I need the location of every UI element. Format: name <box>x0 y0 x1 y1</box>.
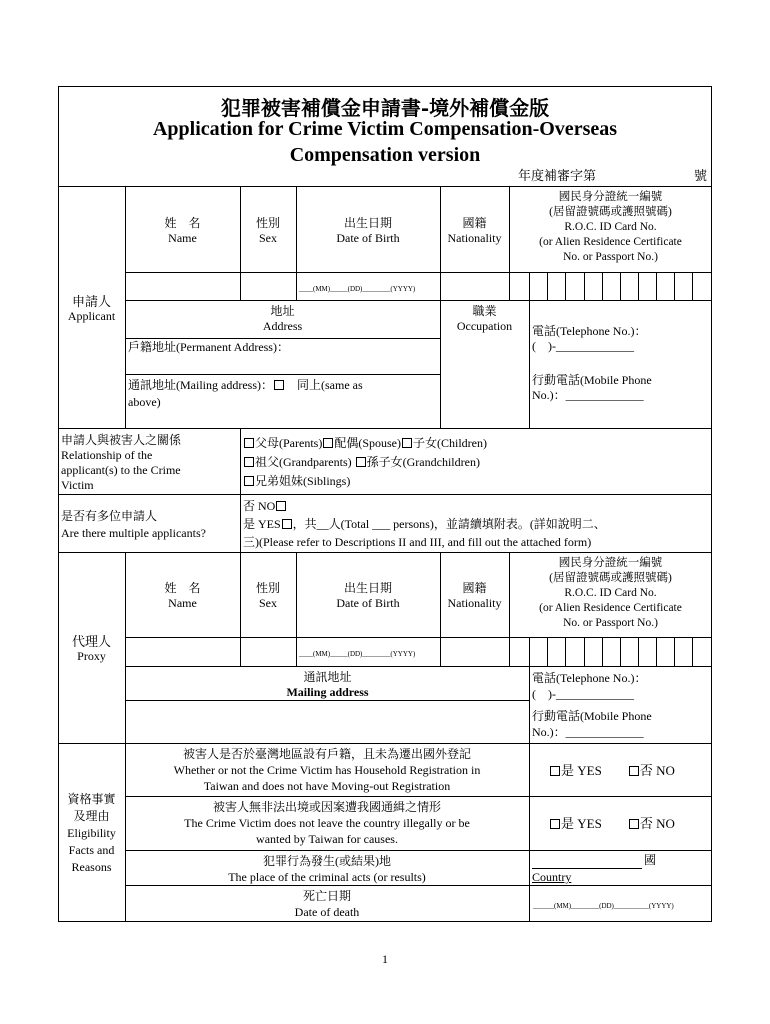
relationship-label <box>61 433 181 493</box>
q2-no-checkbox[interactable] <box>629 819 639 829</box>
form-title-zh: 犯罪被害補償金申請書-境外補償金版 <box>220 96 550 120</box>
mobile-label: 行動電話(Mobile Phone <box>532 373 652 387</box>
applicant-label-zh: 申請人 <box>71 294 111 309</box>
parents-checkbox[interactable] <box>244 438 254 448</box>
proxy-id-field[interactable] <box>510 638 711 665</box>
parents-label: 父母(Parents) <box>255 436 323 450</box>
multiple-label-zh: 是否有多位申請人 <box>61 509 158 523</box>
nationality-header-en: Nationality <box>447 231 502 245</box>
q2-yes-checkbox[interactable] <box>550 819 560 829</box>
id-header-line5: No. or Passport No.) <box>563 251 658 263</box>
dob-header-zh: 出生日期 <box>343 216 392 230</box>
form-title-en-line1: Application for Crime Victim Compensation-Overseas <box>152 118 618 140</box>
applicant-nationality-header <box>440 216 509 246</box>
proxy-label-zh: 代理人 <box>71 634 111 649</box>
q1-yes-checkbox[interactable] <box>550 766 560 776</box>
multiple-yes-note: 三)(Please refer to Descriptions II and III, and fill out the attached form) <box>243 535 592 549</box>
id-header-line4: (or Alien Residence Certificate <box>539 236 682 248</box>
relationship-label-en1: Relationship of the <box>61 448 153 462</box>
proxy-label-en: Proxy <box>77 649 106 663</box>
proxy-id-header-line3: R.O.C. ID Card No. <box>564 587 657 599</box>
telephone-blank: ( )-_____________ <box>532 339 634 353</box>
applicant-sex-header <box>240 216 296 246</box>
proxy-nationality-header <box>440 581 509 611</box>
proxy-mailing-address-field[interactable] <box>126 701 529 742</box>
proxy-label <box>58 634 125 664</box>
eligibility-q2 <box>125 799 529 847</box>
relationship-row-3 <box>243 472 487 491</box>
telephone-label: 電話(Telephone No.)： <box>532 324 647 338</box>
multiple-no-label: 否 NO <box>243 499 276 513</box>
sex-header-en: Sex <box>259 231 277 245</box>
eligibility-q1 <box>125 746 529 794</box>
proxy-sex-header-en: Sex <box>259 596 277 610</box>
relationship-label-zh: 申請人與被害人之關係 <box>61 433 182 447</box>
proxy-name-header-zh: 姓 名 <box>164 581 201 595</box>
death-en: Date of death <box>294 905 360 919</box>
proxy-dob-header <box>296 581 440 611</box>
occupation-header-zh: 職業 <box>472 304 497 318</box>
eligibility-label-5: Reasons <box>71 860 112 874</box>
occupation-header <box>440 304 529 334</box>
address-header <box>125 304 440 334</box>
multiple-no-row <box>243 497 606 515</box>
grandparents-label: 祖父(Grandparents) <box>255 455 352 469</box>
q1-en-1: Whether or not the Crime Victim has Household Registration in <box>173 763 481 777</box>
q1-zh: 被害人是否於臺灣地區設有戶籍，且未為遷出國外登記 <box>182 747 471 761</box>
same-as-above-checkbox[interactable] <box>274 380 284 390</box>
same-as-above-label: 同上(same as <box>297 378 363 392</box>
proxy-telephone-label: 電話(Telephone No.)： <box>532 671 647 685</box>
eligibility-label-4: Facts and <box>68 843 115 857</box>
multiple-yes-label: 是 YES <box>243 517 281 531</box>
case-number-suffix: 號 <box>694 168 708 183</box>
nationality-header-zh: 國籍 <box>462 216 487 230</box>
place-en: The place of the criminal acts (or results) <box>228 870 426 884</box>
multiple-yes-checkbox[interactable] <box>282 519 292 529</box>
relationship-row-2 <box>243 453 487 472</box>
proxy-dob-header-en: Date of Birth <box>336 596 400 610</box>
proxy-nationality-header-en: Nationality <box>447 596 502 610</box>
occupation-header-en: Occupation <box>456 319 513 333</box>
form-title-en <box>58 116 712 168</box>
sex-header-zh: 性別 <box>255 216 280 230</box>
proxy-name-header-en: Name <box>168 596 197 610</box>
children-label: 子女(Children) <box>413 436 487 450</box>
proxy-mail-header-en: Mailing address <box>286 685 369 699</box>
proxy-sex-header <box>240 581 296 611</box>
q2-en-2: wanted by Taiwan for causes. <box>256 832 398 846</box>
proxy-telephone-blank: ( )-_____________ <box>532 687 634 701</box>
dob-header-en: Date of Birth <box>336 231 400 245</box>
q1-answer <box>549 763 675 778</box>
q1-yes-label: 是 YES <box>561 763 602 778</box>
mailing-address-line2: above) <box>128 395 161 409</box>
q2-en-1: The Crime Victim does not leave the country illegally or be <box>184 816 470 830</box>
country-field[interactable]: Country <box>532 870 572 884</box>
proxy-sex-header-zh: 性別 <box>255 581 280 595</box>
proxy-id-header-line2: (居留證號碼或護照號碼) <box>549 572 672 584</box>
q1-no-label: 否 NO <box>639 763 675 778</box>
applicant-sex-field[interactable] <box>241 273 295 299</box>
address-header-en: Address <box>262 319 303 333</box>
crime-place-label <box>125 853 529 885</box>
q2-yes-label: 是 YES <box>561 816 602 831</box>
applicant-id-field[interactable] <box>510 273 711 299</box>
mailing-address-field[interactable] <box>128 378 363 393</box>
relationship-label-en2: applicant(s) to the Crime <box>61 463 181 477</box>
siblings-checkbox[interactable] <box>244 476 254 486</box>
place-zh: 犯罪行為發生(或結果)地 <box>263 854 391 868</box>
country-zh-label: 國 <box>644 853 657 867</box>
children-checkbox[interactable] <box>402 438 412 448</box>
mobile-blank: No.)：_____________ <box>532 388 644 402</box>
multiple-applicants-options <box>243 497 606 551</box>
q1-no-checkbox[interactable] <box>629 766 639 776</box>
name-header-en: Name <box>168 231 197 245</box>
proxy-dob-field[interactable]: ____(MM)_____(DD)________(YYYY) <box>299 650 416 658</box>
proxy-name-field[interactable] <box>126 638 239 665</box>
proxy-phone-field[interactable] <box>532 670 652 740</box>
grandchildren-checkbox[interactable] <box>356 457 366 467</box>
id-header-line1: 國民身分證統一編號 <box>558 191 663 203</box>
multiple-yes-row <box>243 515 606 533</box>
form-title-en-line2: Compensation version <box>289 144 481 166</box>
death-date-field[interactable]: ______(MM)________(DD)__________(YYYY) <box>533 902 674 910</box>
q1-en-2: Taiwan and does not have Moving-out Registration <box>203 779 451 793</box>
q2-answer <box>549 816 675 831</box>
eligibility-label-1: 資格事實 <box>67 792 116 806</box>
relationship-row-1 <box>243 434 487 453</box>
multiple-no-checkbox[interactable] <box>276 501 286 511</box>
applicant-mobile-field[interactable] <box>532 373 652 403</box>
proxy-id-header-line4: (or Alien Residence Certificate <box>539 602 682 614</box>
page-number: 1 <box>382 952 388 966</box>
id-header-line2: (居留證號碼或護照號碼) <box>549 206 672 218</box>
eligibility-label-2: 及理由 <box>73 809 110 823</box>
applicant-name-field[interactable] <box>126 273 239 299</box>
multiple-label-en: Are there multiple applicants? <box>61 526 206 540</box>
death-zh: 死亡日期 <box>302 889 351 903</box>
eligibility-label-3: Eligibility <box>67 826 116 840</box>
eligibility-label <box>58 791 125 876</box>
proxy-id-header <box>509 556 712 631</box>
applicant-telephone-field[interactable] <box>532 324 646 354</box>
applicant-name-header <box>125 216 240 246</box>
permanent-address-field[interactable]: 戶籍地址(Permanent Address)： <box>128 340 289 354</box>
grandchildren-label: 孫子女(Grandchildren) <box>366 455 480 469</box>
applicant-dob-header <box>296 216 440 246</box>
q2-no-label: 否 NO <box>639 816 675 831</box>
proxy-mobile-label: 行動電話(Mobile Phone <box>532 709 652 723</box>
siblings-label: 兄弟姐妹(Siblings) <box>255 474 351 488</box>
id-header-line3: R.O.C. ID Card No. <box>564 221 657 233</box>
relationship-label-en3: Victim <box>61 478 94 492</box>
applicant-label <box>58 294 125 324</box>
case-number-prefix: 年度補審字第 <box>518 168 597 183</box>
applicant-label-en: Applicant <box>67 309 116 323</box>
applicant-dob-field[interactable]: ____(MM)_____(DD)________(YYYY) <box>299 285 416 293</box>
death-date-label <box>125 888 529 920</box>
proxy-id-header-line1: 國民身分證統一編號 <box>558 557 663 569</box>
proxy-nationality-header-zh: 國籍 <box>462 581 487 595</box>
proxy-nationality-field[interactable] <box>441 638 508 665</box>
proxy-name-header <box>125 581 240 611</box>
multiple-yes-detail: ，共__人(Total ___ persons)，並請續填附表。(詳如說明二、 <box>292 517 606 531</box>
proxy-sex-field[interactable] <box>241 638 295 665</box>
spouse-checkbox[interactable] <box>323 438 333 448</box>
mailing-address-label: 通訊地址(Mailing address)： <box>128 378 273 392</box>
proxy-mobile-blank: No.)：_____________ <box>532 725 644 739</box>
relationship-options <box>243 434 487 491</box>
proxy-dob-header-zh: 出生日期 <box>343 581 392 595</box>
name-header-zh: 姓 名 <box>164 216 201 230</box>
proxy-mailing-address-header <box>125 670 530 700</box>
address-header-zh: 地址 <box>270 304 295 318</box>
q2-zh: 被害人無非法出境或因案遭我國通緝之情形 <box>212 800 441 814</box>
applicant-nationality-field[interactable] <box>441 273 508 299</box>
applicant-id-header <box>509 190 712 265</box>
grandparents-checkbox[interactable] <box>244 457 254 467</box>
spouse-label: 配偶(Spouse) <box>334 436 401 450</box>
multiple-applicants-label <box>61 508 206 542</box>
proxy-id-header-line5: No. or Passport No.) <box>563 617 658 629</box>
proxy-mail-header-zh: 通訊地址 <box>303 670 352 684</box>
